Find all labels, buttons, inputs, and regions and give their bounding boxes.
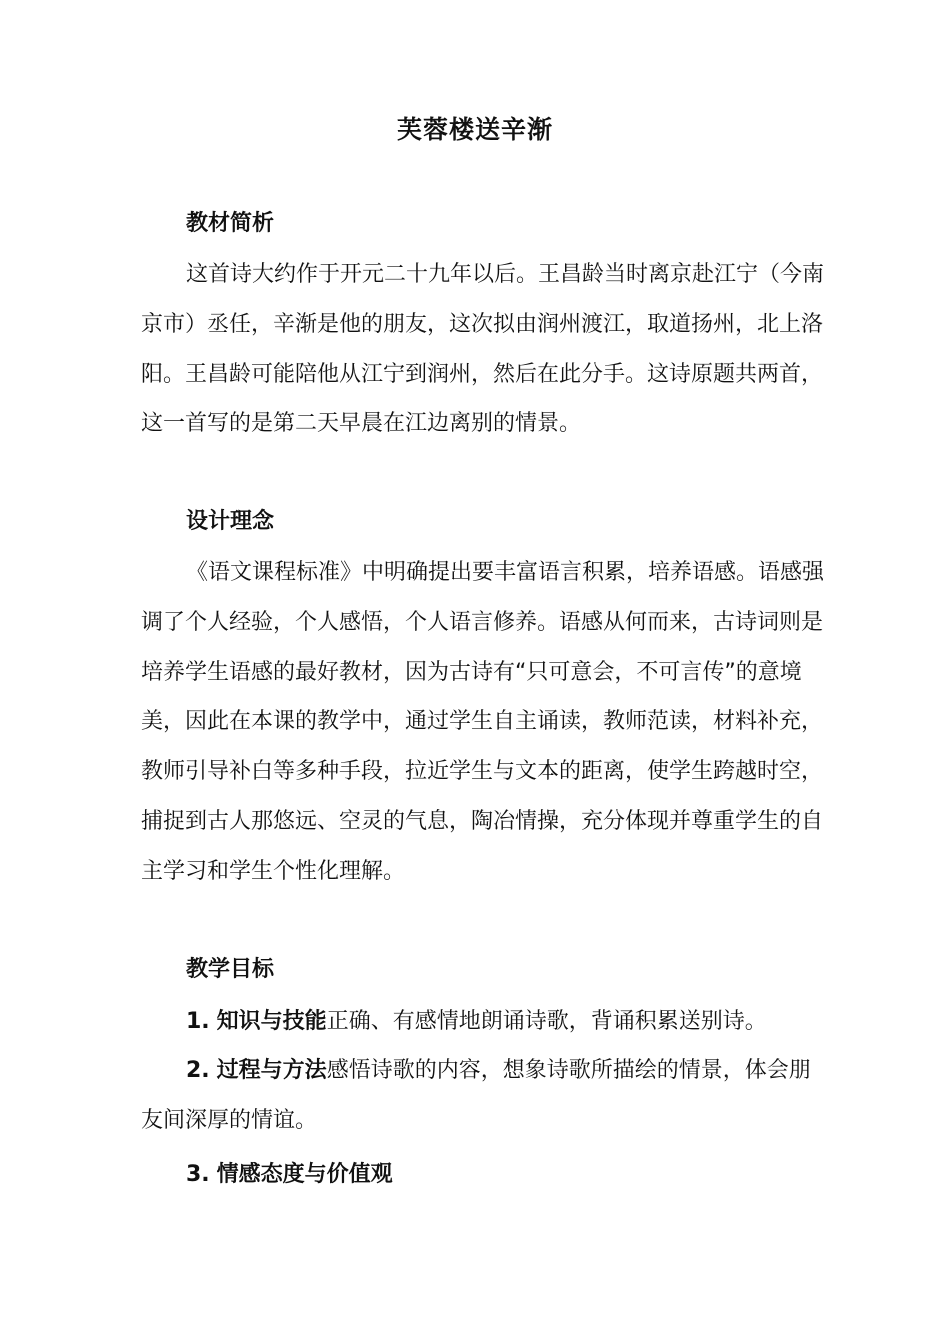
objective-number: 2. xyxy=(186,1058,210,1083)
section-heading-design-concept: 设计理念 xyxy=(186,509,275,534)
section-heading-teaching-objectives: 教学目标 xyxy=(186,957,275,982)
paragraph-textbook-analysis: 这首诗大约作于开元二十九年以后。王昌龄当时离京赴江宁（今南京市）丞任，辛渐是他的朋友，这次拟由润州渡江，取道扬州，北上洛阳。王昌龄可能陪他从江宁到润州，然后在此分手。这诗原题共两首，这一首写的是第二天早晨在江边离别的情景。 xyxy=(141,262,825,437)
objective-label: 情感态度与价值观 xyxy=(216,1162,393,1187)
section-heading-textbook-analysis: 教材简析 xyxy=(186,211,275,236)
paragraph-design-concept: 《语文课程标准》中明确提出要丰富语言积累，培养语感。语感强调了个人经验，个人感悟，个人语言修养。语感从何而来，古诗词则是培养学生语感的最好教材，因为古诗有“只可意会，不可言传”的意境美，因此在本课的教学中，通过学生自主诵读，教师范读，材料补充，教师引导补白等多种手段，拉近学生与文本的距离，使学生跨越时空，捕捉到古人那悠远、空灵的气息，陶冶情操，充分体现并尊重学生的自主学习和学生个性化理解。 xyxy=(141,560,825,884)
objective-item-3 xyxy=(141,1150,831,1200)
document-title: 芙蓉楼送辛渐 xyxy=(396,115,553,144)
objective-number: 1. xyxy=(186,1009,210,1034)
objective-item-2 xyxy=(141,1046,831,1146)
objective-label: 过程与方法 xyxy=(216,1058,327,1083)
objective-text: 感悟诗歌的内容，想象诗歌所描绘的情景，体会朋友间深厚的情谊。 xyxy=(141,1058,811,1133)
objective-item-1 xyxy=(141,997,831,1047)
objective-label: 知识与技能 xyxy=(216,1009,327,1034)
objective-number: 3. xyxy=(186,1162,210,1187)
objective-text: 正确、有感情地朗诵诗歌，背诵积累送别诗。 xyxy=(326,1009,767,1034)
